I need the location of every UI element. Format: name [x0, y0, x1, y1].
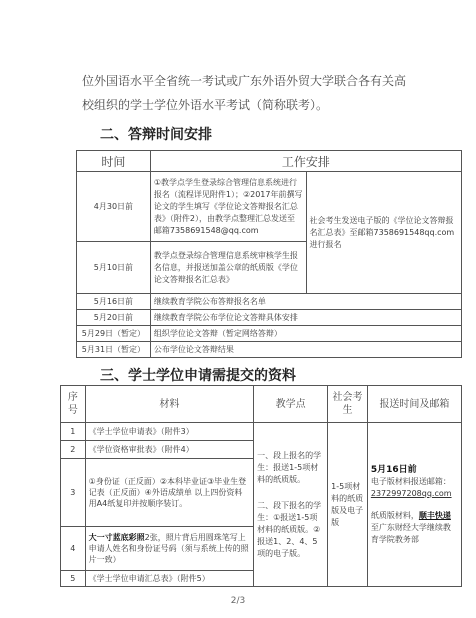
table-row: 5月20日前 继续教育学院公布学位论文答辩具体安排: [77, 310, 462, 326]
header-material: 材料: [85, 386, 253, 423]
section-3-title: 三、学士学位申请需提交的资料: [100, 368, 296, 384]
social-note: 社会考生发送电子版的《学位论文答辩报名汇总表》至邮箱7358691548qq.com进行报名: [306, 172, 461, 294]
header-teaching: 教学点: [254, 386, 328, 423]
table-row: 5月10日前 教学点登录综合管理信息系统审核学生报名信息，并报送加盖公章的纸质版《学位论文答辩报名汇总表》: [77, 242, 462, 294]
table-row: 4 大一寸蓝底彩照2张，照片背后用圆珠笔写上申请人姓名和身份证号码（须与系统上传的照片一致）: [61, 527, 462, 571]
header-social: 社会考生: [328, 386, 368, 423]
table-row: 5月29日（暂定） 组织学位论文答辩（暂定网络答辩）: [77, 326, 462, 342]
social-candidate-cell: 1-5项材料的纸质版及电子版: [328, 423, 368, 587]
page-number: 2/3: [230, 596, 246, 606]
intro-line-1: 位外国语水平全省统一考试或广东外语外贸大学联合各有关高: [82, 74, 407, 88]
header-deadline: 报送时间及邮箱: [367, 386, 461, 423]
teaching-point-cell: 一、段上报名的学生：报送1-5项材料的纸质版。 二、段下报名的学生：①报送1-5项材料的纸质版。②报送1、2、4、5项的电子版。: [254, 423, 328, 587]
table-row: 4月30日前 ①教学点学生登录综合管理信息系统进行报名（流程详见附件1）；②2017年前撰写论文的学生填写《学位论文答辩报名汇总表》（附件2），由教学点整理汇总发送至邮箱7358691548@qq.com 社会考生发送电子版的《学位论文答辩报名汇总表》至邮箱7358691548qq.com进行报名: [77, 172, 462, 242]
table-row: 5 《学士学位申请汇总表》（附件5）: [61, 571, 462, 587]
intro-line-2: 校组织的学士学位外语水平考试（简称联考）。: [82, 98, 329, 112]
materials-table: [60, 385, 462, 587]
table-row: 2 《学位资格审批表》（附件4）: [61, 441, 462, 459]
schedule-table: [76, 150, 462, 358]
header-no: 序号: [61, 386, 86, 423]
section-2-title: 二、答辩时间安排: [100, 127, 212, 143]
submit-email-link[interactable]: 2372997208qq.com: [370, 488, 452, 498]
deadline-cell: 5月16日前 电子版材料报送邮箱： 2372997208qq.com 纸质版材料，顺丰快递至广东财经大学继续教育学院教务部: [367, 423, 461, 587]
header-time: 时间: [77, 151, 151, 172]
table-row: 5月31日（暂定） 公布学位论文答辩结果: [77, 342, 462, 358]
table-row: 5月16日前 继续教育学院公布答辩报名名单: [77, 294, 462, 310]
header-task: 工作安排: [150, 151, 461, 172]
table-row: 1 《学士学位申请表》（附件3） 一、段上报名的学生：报送1-5项材料的纸质版。 二、段下报名的学生：①报送1-5项材料的纸质版。②报送1、2、4、5项的电子版。 1-5项材料的纸质版及电子版 5月16日前 电子版材料报送邮箱： 2372997208qq.com 纸质版材料，顺丰快递至广东财经大学继续教育学院教务部: [61, 423, 462, 441]
table-row: 3 ①身份证（正反面）②本科毕业证③毕业生登记表（正反面）④外语成绩单 以上四份资料用A4纸复印并按顺序装订。: [61, 459, 462, 527]
